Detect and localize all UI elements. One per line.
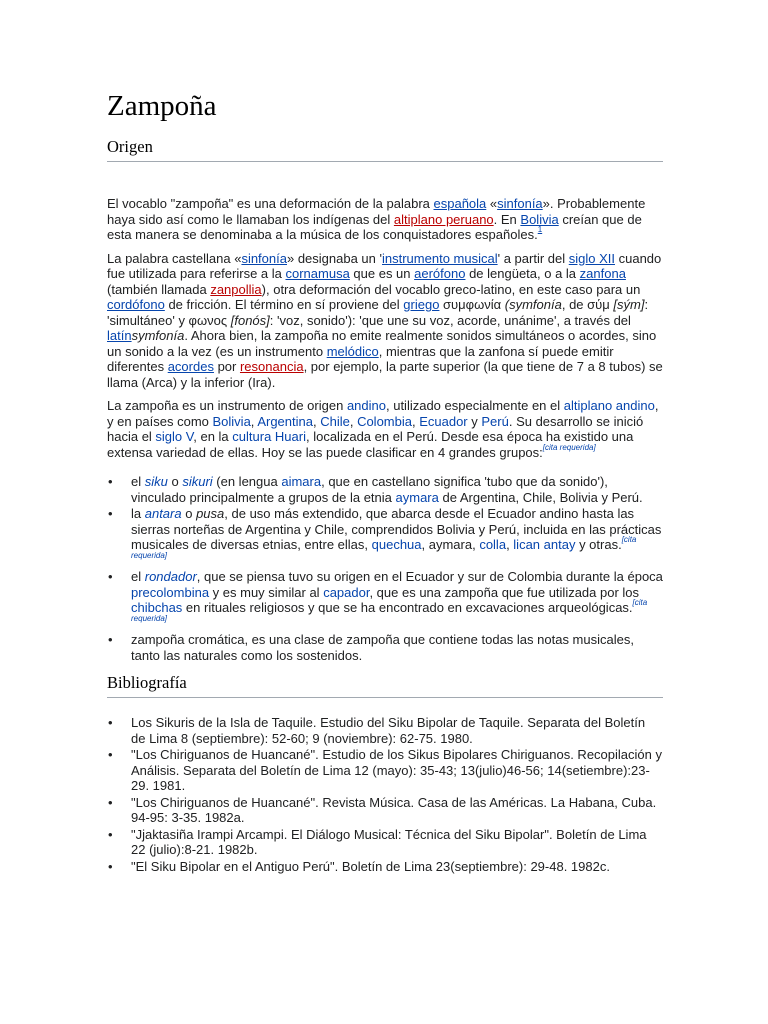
bibliography-item: • "Jjaktasiña Irampi Arcampi. El Diálogo Musical: Técnica del Siku Bipolar". Boletín de Lima 22 (julio):8-21. 1982b.	[107, 827, 663, 858]
link-bolivia[interactable]: Bolivia	[520, 211, 559, 227]
footnote-ref-1[interactable]: 1	[537, 225, 543, 234]
bibliography-list	[107, 715, 663, 874]
citation-needed-2[interactable]: [cita requerida]	[131, 535, 637, 560]
link-argentina[interactable]: Argentina	[257, 413, 313, 429]
link-sinfonia[interactable]: sinfonía	[497, 196, 543, 211]
link-colla[interactable]: colla	[479, 537, 507, 552]
link-aerofono[interactable]: aerófono	[414, 266, 466, 281]
zampona-types-list	[107, 474, 663, 663]
link-acordes[interactable]: acordes	[167, 359, 214, 374]
link-sikuri[interactable]: sikuri	[182, 474, 213, 489]
link-siglo-v[interactable]: siglo V	[155, 429, 194, 444]
link-aymara[interactable]: aymara	[395, 489, 439, 505]
link-siglo-xii[interactable]: siglo XII	[568, 250, 615, 266]
paragraph-origin: La zampoña es un instrumento de origen andino, utilizado especialmente en el altiplano andino, y en países como Bolivia, Argentina, Chile, Colombia, Ecuador y Perú. Su desarrollo se inició hacia el siglo V, en la cultura Huari, localizada en el Perú. Desde esa época ha existido una extensa variedad de ellas. Hoy se las puede clasificar en 4 grandes grupos:[cita requerida]	[107, 398, 659, 460]
section-heading-origen: Origen	[107, 136, 663, 162]
list-item-siku: • el siku o sikuri (en lengua aimara, que en castellano significa 'tubo que da sonido'), vinculado principalmente a grupos de la etnia aymara de Argentina, Chile, Bolivia y Perú.	[107, 474, 663, 505]
link-bolivia-2[interactable]: Bolivia	[212, 413, 251, 429]
link-resonancia[interactable]: resonancia	[239, 359, 304, 374]
link-zanfona[interactable]: zanfona	[579, 266, 626, 281]
link-espanola[interactable]: española	[433, 196, 487, 211]
link-siku[interactable]: siku	[144, 474, 168, 489]
link-lican-antay[interactable]: lican antay	[513, 537, 576, 552]
bibliography-item: • "El Siku Bipolar en el Antiguo Perú". Boletín de Lima 23(septiembre): 29-48. 1982c.	[107, 859, 663, 875]
link-colombia[interactable]: Colombia	[357, 413, 412, 429]
link-melodico[interactable]: melódico	[326, 343, 379, 359]
list-item-cromatica: • zampoña cromática, es una clase de zampoña que contiene todas las notas musicales, tanto las naturales como los sostenidos.	[107, 632, 663, 663]
link-altiplano-peruano[interactable]: altiplano peruano	[393, 211, 494, 227]
link-chibchas[interactable]: chibchas	[131, 600, 183, 615]
list-item-antara: • la antara o pusa, de uso más extendido, que abarca desde el Ecuador andino hasta las sierras norteñas de Argentina y Chile, comprendidos Bolivia y Perú, incluida en las prácticas musicales de diversas etnias, entre ellas, quechua, aymara, colla, lican antay y otras.[cita requerida]	[107, 506, 663, 568]
link-ecuador[interactable]: Ecuador	[419, 413, 468, 429]
bibliography-item: • "Los Chiriguanos de Huancané". Revista Música. Casa de las Américas. La Habana, Cuba. 94-95: 3-35. 1982a.	[107, 795, 663, 826]
link-quechua[interactable]: quechua	[371, 537, 422, 552]
link-rondador[interactable]: rondador	[144, 569, 197, 584]
link-zanpollia[interactable]: zanpollia	[210, 281, 262, 297]
link-aimara[interactable]: aimara	[281, 474, 322, 489]
link-andino[interactable]: andino	[346, 398, 386, 413]
paragraph-etymology: El vocablo "zampoña" es una deformación de la palabra española «sinfonía». Probablemente haya sido así como le llamaban los indígenas del altiplano peruano. En Bolivia creían que de esta manera se denominaba a la música de los conquistadores españoles.$^1$	[107, 196, 646, 242]
bibliography-item: • Los Sikuris de la Isla de Taquile. Estudio del Siku Bipolar de Taquile. Separata del Boletín de Lima 8 (septiembre): 52-60; 9 (noviembre): 62-75. 1980.	[107, 715, 663, 746]
page-title: Zampoña	[107, 90, 217, 122]
link-cornamusa[interactable]: cornamusa	[285, 266, 350, 281]
link-capador[interactable]: capador	[323, 584, 370, 600]
article-content	[107, 88, 663, 874]
link-altiplano-andino[interactable]: altiplano andino	[563, 398, 655, 413]
link-cultura-huari[interactable]: cultura Huari	[232, 429, 306, 444]
citation-needed-3[interactable]: [cita requerida]	[131, 598, 648, 623]
link-precolombina[interactable]: precolombina	[131, 584, 210, 600]
citation-needed[interactable]: [cita requerida]	[542, 442, 596, 452]
link-griego[interactable]: griego	[403, 297, 440, 312]
bibliography-item: • "Los Chiriguanos de Huancané". Estudio de los Sikus Bipolares Chiriguanos. Recopilación y Análisis. Separata del Boletín de Lima 12 (mayo): 35-43; 13(julio)46-56; 14(setiembre):23-29. 1981.	[107, 747, 663, 794]
link-sinfonia-2[interactable]: sinfonía	[241, 250, 287, 266]
list-item-rondador: • el rondador, que se piensa tuvo su origen en el Ecuador y sur de Colombia durante la época precolombina y es muy similar al capador, que es una zampoña que fue utilizada por los chibchas en rituales religiosos y que se ha encontrado en excavaciones arqueológicas.[cita requerida]	[107, 569, 663, 631]
link-chile[interactable]: Chile	[320, 413, 350, 429]
link-cordofono[interactable]: cordófono	[107, 297, 165, 312]
link-peru[interactable]: Perú	[481, 413, 509, 429]
link-instrumento-musical[interactable]: instrumento musical	[382, 250, 498, 266]
paragraph-sinfonia: La palabra castellana «sinfonía» designaba un 'instrumento musical' a partir del siglo XII cuando fue utilizada para referirse a la cornamusa que es un aerófono de lengüeta, o a la zanfona (también llamada zanpollia), otra deformación del vocablo greco-latino, en este caso para un cordófono de fricción. El término en sí proviene del griego συμφωνία (symfonía, de σύμ [sým]: 'simultáneo' y φωνος [fonós]: 'voz, sonido'): 'que une su voz, acorde, unánime', a través del latínsymfonía. Ahora bien, la zampoña no emite realmente sonidos simultáneos o acordes, sino un sonido a la vez (es un instrumento melódico, mientras que la zanfona sí puede emitir diferentes acordes por resonancia, por ejemplo, la parte superior (la que tiene de 7 a 8 tubos) se llama (Arca) y la inferior (Ira).	[107, 250, 663, 390]
link-latin[interactable]: latín	[107, 328, 132, 343]
section-heading-bibliografia: Bibliografía	[107, 672, 663, 698]
link-antara[interactable]: antara	[144, 506, 182, 521]
